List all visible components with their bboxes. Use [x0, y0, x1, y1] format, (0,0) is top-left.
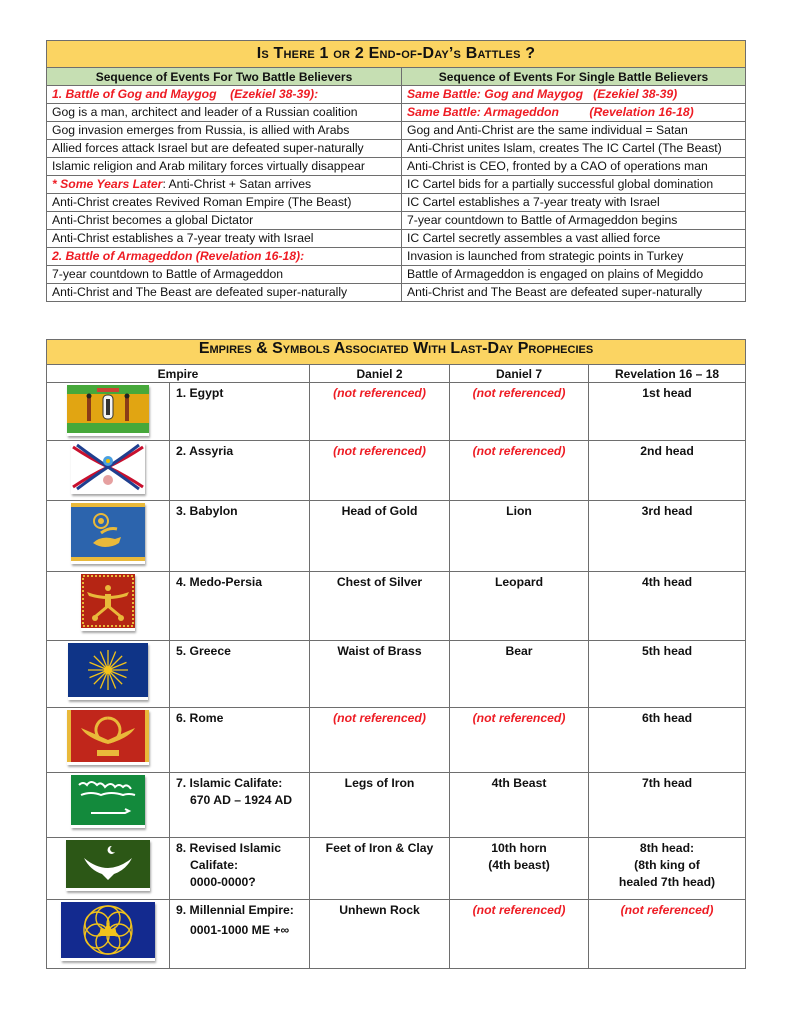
event-text: IC Cartel secretly assembles a vast allied force [407, 231, 661, 245]
event-text: Anti-Christ becomes a global Dictator [52, 213, 254, 227]
empire-name-text: 3. Babylon [176, 504, 238, 518]
empire-name-text: 4. Medo-Persia [176, 575, 263, 589]
revelation-value-subtext: healed 7th head) [618, 875, 716, 889]
revelation-value-text: (not referenced) [620, 903, 714, 917]
flag-cell [47, 838, 170, 900]
empire-name-subtext: 670 AD – 1924 AD [190, 793, 293, 807]
event-text: IC Cartel bids for a partially successful global domination [407, 177, 714, 191]
battles-table [46, 40, 746, 302]
empires-table [46, 339, 746, 969]
single-battle-event [402, 248, 746, 266]
empire-row [47, 383, 746, 441]
daniel2-value [310, 572, 450, 641]
empire-name [170, 441, 310, 501]
empire-name-subtext: Califate: [190, 858, 239, 872]
daniel7-value-text: (not referenced) [472, 711, 566, 725]
two-battle-event [47, 104, 402, 122]
battles-table-row [47, 230, 746, 248]
islamic-califate-flag-icon [71, 775, 145, 828]
two-battle-event [47, 140, 402, 158]
daniel7-value-text: (not referenced) [472, 386, 566, 400]
empire-row [47, 708, 746, 773]
daniel7-value-subtext: (4th beast) [488, 858, 550, 872]
two-battle-event [47, 122, 402, 140]
two-battle-event [47, 248, 402, 266]
daniel2-value-text: Feet of Iron & Clay [325, 841, 434, 855]
empire-name [170, 501, 310, 572]
empire-row [47, 773, 746, 838]
empire-column-header: Empire [47, 365, 310, 383]
flag-cell [47, 708, 170, 773]
empire-name [170, 900, 310, 969]
battles-table-row [47, 194, 746, 212]
empire-row [47, 641, 746, 708]
event-text: Gog and Anti-Christ are the same individual = Satan [407, 123, 688, 137]
daniel2-value [310, 383, 450, 441]
event-text: IC Cartel establishes a 7-year treaty with Israel [407, 195, 660, 209]
daniel2-value-text: (not referenced) [333, 444, 426, 458]
revised-islamic-califate-flag-icon [66, 840, 150, 891]
event-text: Same Battle: Gog and Maygog (Ezekiel 38-39) [407, 87, 678, 101]
revelation-value [589, 383, 746, 441]
empire-name [170, 641, 310, 708]
two-battle-event [47, 266, 402, 284]
daniel7-value-text: Lion [506, 504, 532, 518]
revelation-value-subtext: (8th king of [634, 858, 700, 872]
daniel2-value [310, 641, 450, 708]
revelation-value [589, 900, 746, 969]
flag-cell [47, 900, 170, 969]
event-text: Anti-Christ and The Beast are defeated super-naturally [52, 285, 348, 299]
empire-name-subtext: 0001-1000 ME +∞ [190, 923, 290, 937]
single-battle-event [402, 212, 746, 230]
single-battle-event [402, 86, 746, 104]
daniel2-value-text: Unhewn Rock [339, 903, 420, 917]
daniel7-value [450, 572, 589, 641]
empire-row [47, 572, 746, 641]
event-text: Anti-Christ creates Revived Roman Empire (The Beast) [52, 195, 352, 209]
revelation-value-text: 7th head [641, 776, 693, 790]
empire-name-text: 6. Rome [176, 711, 224, 725]
battles-table-row [47, 248, 746, 266]
revelation-value-text: 4th head [641, 575, 693, 589]
event-prefix: * Some Years Later [52, 177, 163, 191]
babylon-flag-icon [71, 503, 145, 564]
battles-table-row [47, 284, 746, 302]
single-battle-event [402, 122, 746, 140]
event-text: Allied forces attack Israel but are defeated super-naturally [52, 141, 364, 155]
revelation-value [589, 441, 746, 501]
battles-table-title: Is There 1 or 2 End-of-Day’s Battles ? [47, 41, 746, 68]
millennial-empire-flag-icon [61, 902, 155, 961]
event-text: Anti-Christ is CEO, fronted by a CAO of operations man [407, 159, 708, 173]
revelation-value [589, 641, 746, 708]
single-battle-header: Sequence of Events For Single Battle Believers [402, 68, 746, 86]
daniel7-value [450, 501, 589, 572]
daniel2-value [310, 900, 450, 969]
empire-name-text: 5. Greece [176, 644, 231, 658]
event-text: Anti-Christ and The Beast are defeated super-naturally [407, 285, 703, 299]
event-text: 1. Battle of Gog and Maygog (Ezekiel 38-39): [52, 87, 319, 101]
empire-name-text: 2. Assyria [176, 444, 234, 458]
revelation-value-text: 2nd head [640, 444, 694, 458]
two-battle-event [47, 176, 402, 194]
two-battle-event [47, 194, 402, 212]
battles-table-row [47, 104, 746, 122]
battles-table-row [47, 176, 746, 194]
event-text: Gog invasion emerges from Russia, is allied with Arabs [52, 123, 350, 137]
daniel7-value [450, 838, 589, 900]
daniel7-value [450, 900, 589, 969]
two-battle-event [47, 284, 402, 302]
empire-name [170, 838, 310, 900]
greece-flag-icon [68, 643, 148, 700]
flag-cell [47, 773, 170, 838]
flag-cell [47, 441, 170, 501]
daniel2-value [310, 441, 450, 501]
event-text: 7-year countdown to Battle of Armageddon begins [407, 213, 678, 227]
revelation-value-text: 3rd head [641, 504, 693, 518]
empire-name [170, 708, 310, 773]
single-battle-event [402, 158, 746, 176]
daniel2-value [310, 838, 450, 900]
daniel2-value-text: (not referenced) [333, 711, 426, 725]
event-text: Anti-Christ unites Islam, creates The IC Cartel (The Beast) [407, 141, 722, 155]
event-text: Same Battle: Armageddon (Revelation 16-18) [407, 105, 694, 119]
battles-table-row [47, 266, 746, 284]
daniel7-value [450, 441, 589, 501]
daniel7-value-text: Bear [505, 644, 533, 658]
event-text: Gog is a man, architect and leader of a Russian coalition [52, 105, 358, 119]
daniel2-value-text: Waist of Brass [337, 644, 422, 658]
flag-cell [47, 572, 170, 641]
battles-table-row [47, 122, 746, 140]
empires-table-title: Empires & Symbols Associated With Last-Day Prophecies [47, 340, 746, 365]
single-battle-event [402, 284, 746, 302]
daniel7-value-text: 4th Beast [491, 776, 547, 790]
battles-table-row [47, 158, 746, 176]
single-battle-event [402, 140, 746, 158]
egypt-flag-icon [67, 385, 149, 436]
revelation-value-text: 8th head: [639, 841, 695, 855]
flag-cell [47, 383, 170, 441]
empire-name [170, 773, 310, 838]
daniel2-value [310, 501, 450, 572]
empire-row [47, 441, 746, 501]
battles-table-row [47, 86, 746, 104]
daniel2-value-text: Head of Gold [341, 504, 418, 518]
empire-name-text: 1. Egypt [176, 386, 224, 400]
daniel7-value-text: 10th horn [491, 841, 547, 855]
assyria-flag-icon [71, 443, 145, 494]
revelation-value [589, 708, 746, 773]
empire-row [47, 900, 746, 969]
daniel7-value [450, 708, 589, 773]
empire-name [170, 383, 310, 441]
daniel7-value [450, 641, 589, 708]
revelation-value-text: 6th head [641, 711, 693, 725]
daniel7-column-header: Daniel 7 [450, 365, 589, 383]
single-battle-event [402, 266, 746, 284]
single-battle-event [402, 230, 746, 248]
two-battle-event [47, 86, 402, 104]
single-battle-event [402, 104, 746, 122]
daniel7-value-text: Leopard [494, 575, 544, 589]
event-text: Battle of Armageddon is engaged on plains of Megiddo [407, 267, 704, 281]
event-text: Invasion is launched from strategic points in Turkey [407, 249, 684, 263]
daniel2-value-text: (not referenced) [333, 386, 426, 400]
battles-table-row [47, 140, 746, 158]
event-text: Islamic religion and Arab military forces virtually disappear [52, 159, 365, 173]
daniel7-value [450, 773, 589, 838]
empire-name [170, 572, 310, 641]
event-text: Anti-Christ establishes a 7-year treaty with Israel [52, 231, 314, 245]
empire-name-subtext: 0000-0000? [190, 875, 256, 889]
daniel2-value [310, 773, 450, 838]
daniel2-value-text: Legs of Iron [344, 776, 415, 790]
empire-row [47, 501, 746, 572]
daniel7-value [450, 383, 589, 441]
two-battle-header: Sequence of Events For Two Battle Believers [47, 68, 402, 86]
event-text: : Anti-Christ + Satan arrives [162, 177, 312, 191]
two-battle-event [47, 212, 402, 230]
revelation-value [589, 773, 746, 838]
two-battle-event [47, 158, 402, 176]
revelation-value [589, 572, 746, 641]
empire-name-text: 9. Millennial Empire: [176, 903, 294, 917]
empire-row [47, 838, 746, 900]
daniel2-column-header: Daniel 2 [310, 365, 450, 383]
single-battle-event [402, 194, 746, 212]
revelation-value [589, 501, 746, 572]
empire-name-text: 8. Revised Islamic [176, 841, 282, 855]
empire-name-text: 7. Islamic Califate: [176, 776, 283, 790]
daniel7-value-text: (not referenced) [472, 903, 566, 917]
revelation-column-header: Revelation 16 – 18 [589, 365, 746, 383]
rome-flag-icon [67, 710, 149, 765]
revelation-value-text: 1st head [642, 386, 692, 400]
event-text: 7-year countdown to Battle of Armageddon [52, 267, 284, 281]
flag-cell [47, 641, 170, 708]
flag-cell [47, 501, 170, 572]
medo-persia-flag-icon [81, 574, 135, 631]
single-battle-event [402, 176, 746, 194]
event-text: 2. Battle of Armageddon (Revelation 16-18): [52, 249, 305, 263]
daniel7-value-text: (not referenced) [472, 444, 566, 458]
daniel2-value [310, 708, 450, 773]
two-battle-event [47, 230, 402, 248]
revelation-value [589, 838, 746, 900]
revelation-value-text: 5th head [641, 644, 693, 658]
battles-table-row [47, 212, 746, 230]
daniel2-value-text: Chest of Silver [336, 575, 423, 589]
